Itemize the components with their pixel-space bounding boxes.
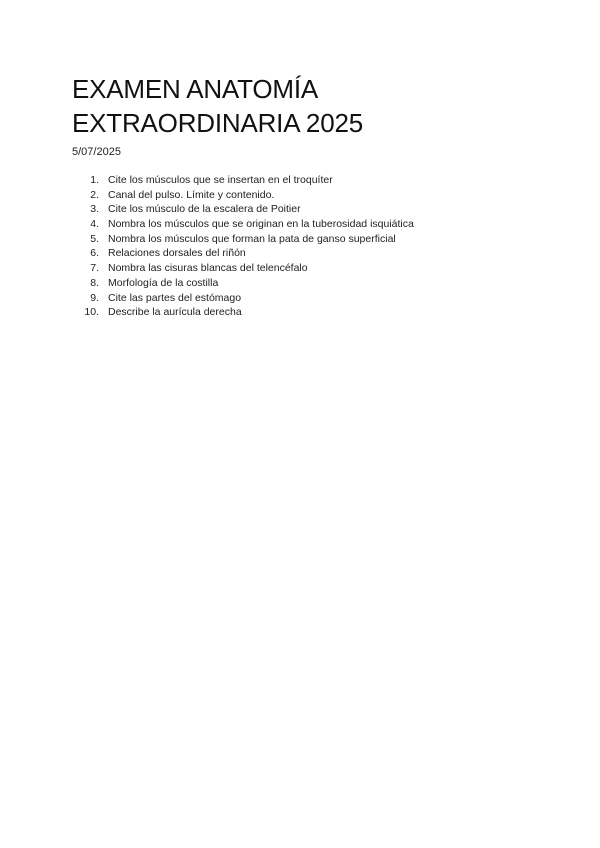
question-item	[72, 261, 532, 276]
question-text: Cite las partes del estómago	[108, 291, 242, 304]
question-text: Nombra los músculos que se originan en la tuberosidad isquiática	[108, 218, 414, 231]
question-number: 2.	[90, 188, 99, 201]
question-item	[72, 217, 532, 232]
question-number: 5.	[90, 232, 99, 245]
question-number: 3.	[90, 203, 99, 216]
question-item	[72, 305, 532, 320]
page-title	[72, 72, 532, 140]
exam-date: 5/07/2025	[72, 146, 121, 158]
question-text: Describe la aurícula derecha	[108, 306, 242, 319]
question-text: Morfología de la costilla	[108, 276, 219, 289]
question-number: 9.	[90, 291, 99, 304]
question-item	[72, 173, 532, 188]
question-number: 6.	[90, 247, 99, 260]
question-item	[72, 232, 532, 247]
question-item	[72, 246, 532, 261]
question-item	[72, 291, 532, 306]
title-line-1: EXAMEN ANATOMÍA	[72, 74, 318, 104]
question-number: 4.	[90, 218, 99, 231]
question-number: 8.	[90, 276, 99, 289]
question-list	[72, 173, 532, 320]
question-number: 7.	[90, 262, 99, 275]
question-text: Relaciones dorsales del riñón	[108, 247, 246, 260]
question-text: Cite los músculo de la escalera de Poitier	[108, 203, 301, 216]
question-number: 1.	[90, 174, 99, 186]
question-number: 10.	[84, 306, 99, 319]
question-text: Nombra los músculos que forman la pata de ganso superficial	[108, 232, 396, 245]
question-text: Cite los músculos que se insertan en el troquíter	[108, 174, 333, 186]
question-item	[72, 188, 532, 203]
title-line-2: EXTRAORDINARIA 2025	[72, 108, 363, 138]
question-text: Canal del pulso. Límite y contenido.	[108, 188, 275, 201]
question-item	[72, 202, 532, 217]
question-item	[72, 276, 532, 291]
question-text: Nombra las cisuras blancas del telencéfalo	[108, 262, 308, 275]
